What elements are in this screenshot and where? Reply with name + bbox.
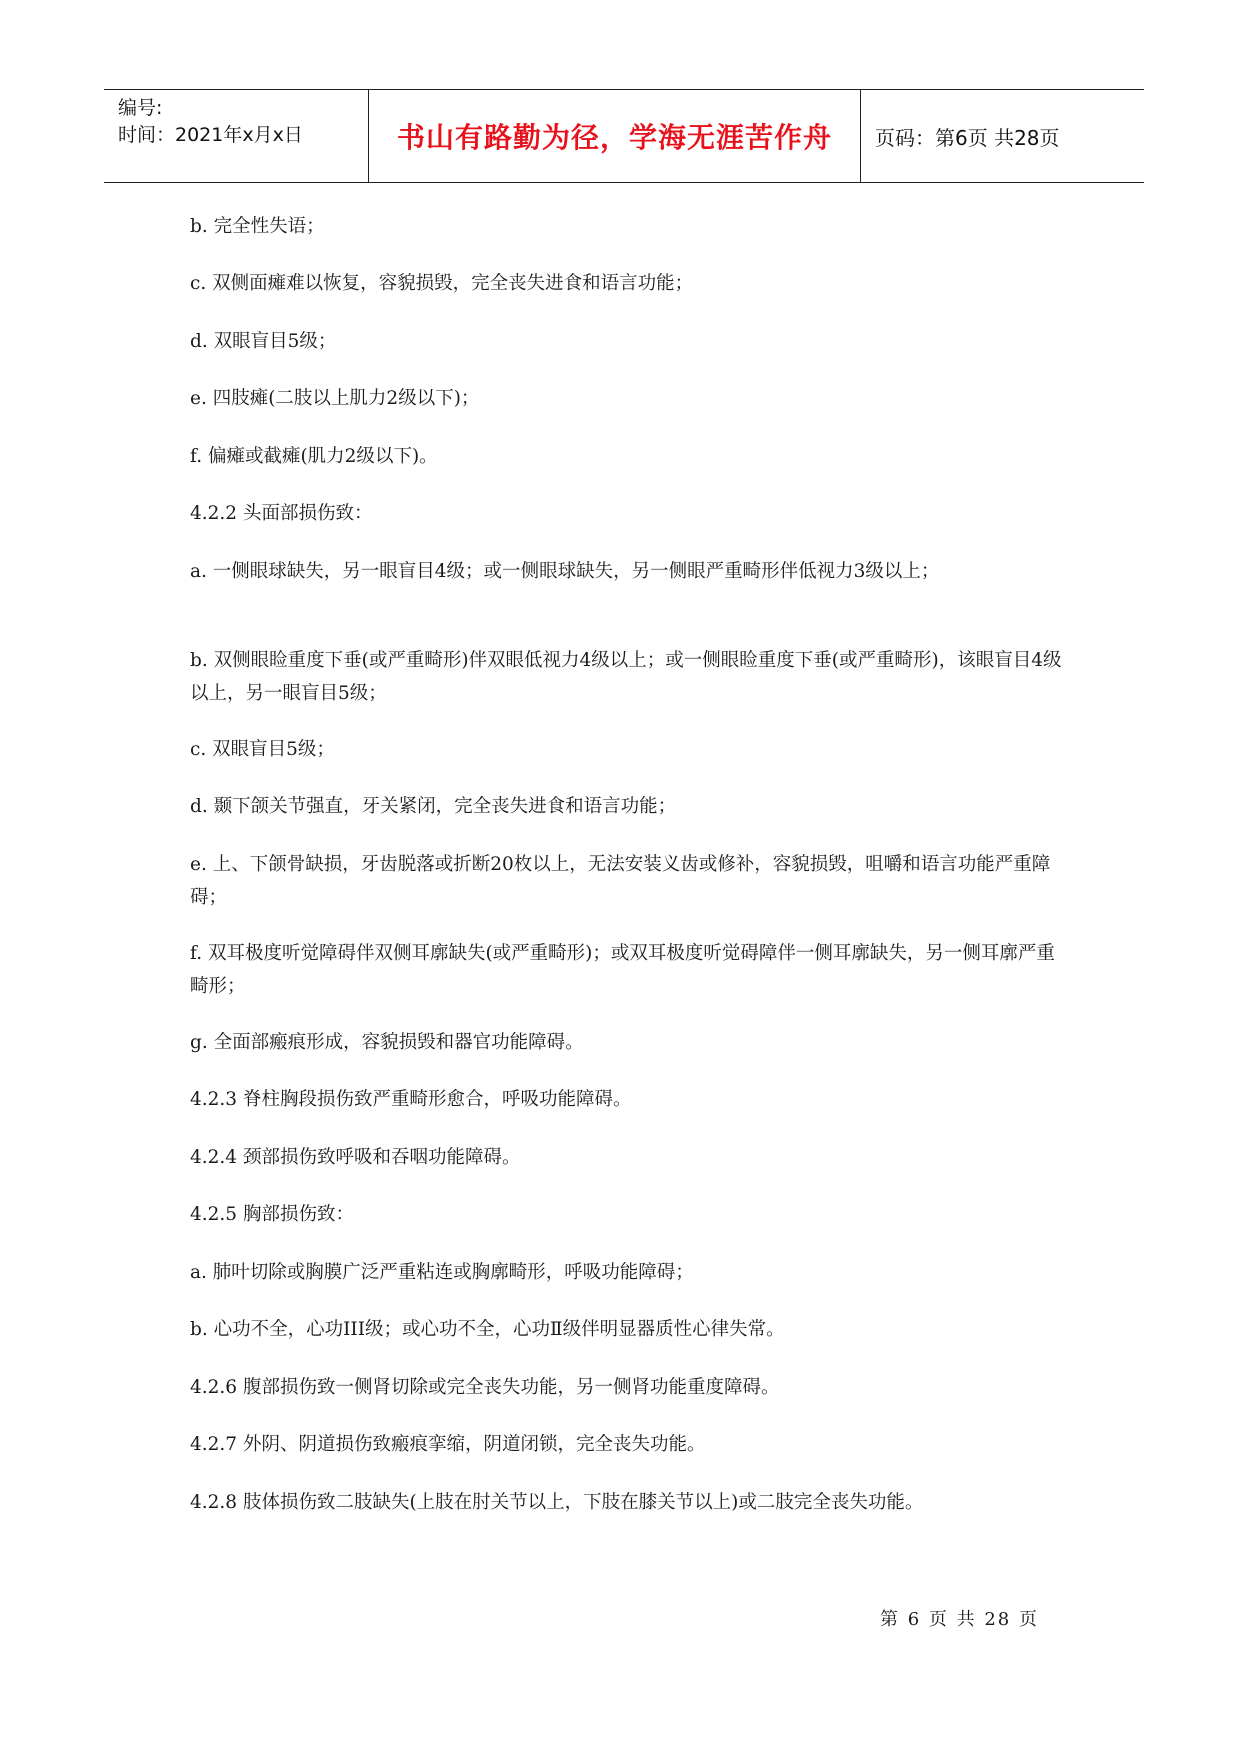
header-motto bbox=[369, 90, 861, 182]
paragraph: f. 偏瘫或截瘫(肌力2级以下)。 bbox=[190, 446, 438, 467]
motto-text: 书山有路勤为径，学海无涯苦作舟 bbox=[396, 121, 832, 154]
paragraph: f. 双耳极度听觉障碍伴双侧耳廓缺失(或严重畸形)；或双耳极度听觉碍障伴一侧耳廓缺失，另一侧耳廓严重畸形； bbox=[190, 943, 1055, 997]
header-meta bbox=[104, 90, 369, 182]
paragraph: a. 一侧眼球缺失，另一眼盲目4级；或一侧眼球缺失，另一侧眼严重畸形伴低视力3级以上； bbox=[190, 561, 940, 582]
section-heading: 4.2.6 腹部损伤致一侧肾切除或完全丧失功能，另一侧肾功能重度障碍。 bbox=[190, 1377, 780, 1398]
header-page-number bbox=[861, 90, 1144, 182]
page-number-label: 页码：第6页 共28页 bbox=[875, 125, 1060, 150]
paragraph: d. 颞下颌关节强直，牙关紧闭，完全丧失进食和语言功能； bbox=[190, 796, 677, 817]
paragraph: b. 双侧眼睑重度下垂(或严重畸形)伴双眼低视力4级以上；或一侧眼睑重度下垂(或严重畸形)，该眼盲目4级以上，另一眼盲目5级； bbox=[190, 650, 1062, 704]
paragraph: c. 双侧面瘫难以恢复，容貌损毁，完全丧失进食和语言功能； bbox=[190, 273, 694, 294]
paragraph: a. 肺叶切除或胸膜广泛严重粘连或胸廓畸形，呼吸功能障碍； bbox=[190, 1262, 694, 1283]
page-header bbox=[104, 89, 1144, 183]
section-heading: 4.2.4 颈部损伤致呼吸和吞咽功能障碍。 bbox=[190, 1147, 521, 1168]
page-footer: 第 6 页 共 28 页 bbox=[880, 1609, 1039, 1630]
paragraph: b. 心功不全，心功III级；或心功不全，心功Ⅱ级伴明显器质性心律失常。 bbox=[190, 1319, 785, 1340]
paragraph: c. 双眼盲目5级； bbox=[190, 739, 335, 760]
section-heading: 4.2.7 外阴、阴道损伤致瘢痕挛缩，阴道闭锁，完全丧失功能。 bbox=[190, 1434, 706, 1455]
paragraph: g. 全面部瘢痕形成，容貌损毁和器官功能障碍。 bbox=[190, 1032, 584, 1053]
section-heading: 4.2.5 胸部损伤致： bbox=[190, 1204, 354, 1225]
doc-code-label: 编号: bbox=[118, 97, 163, 119]
paragraph: b. 完全性失语； bbox=[190, 216, 325, 237]
doc-time-label: 时间：2021年x月x日 bbox=[118, 124, 303, 146]
paragraph: d. 双眼盲目5级； bbox=[190, 331, 337, 352]
paragraph: e. 上、下颌骨缺损，牙齿脱落或折断20枚以上，无法安装义齿或修补，容貌损毁，咀嚼和语言功能严重障碍； bbox=[190, 854, 1051, 908]
section-heading: 4.2.8 肢体损伤致二肢缺失(上肢在肘关节以上，下肢在膝关节以上)或二肢完全丧失功能。 bbox=[190, 1492, 924, 1513]
paragraph: e. 四肢瘫(二肢以上肌力2级以下)； bbox=[190, 388, 480, 409]
section-heading: 4.2.3 脊柱胸段损伤致严重畸形愈合，呼吸功能障碍。 bbox=[190, 1089, 632, 1110]
section-heading: 4.2.2 头面部损伤致： bbox=[190, 503, 373, 524]
